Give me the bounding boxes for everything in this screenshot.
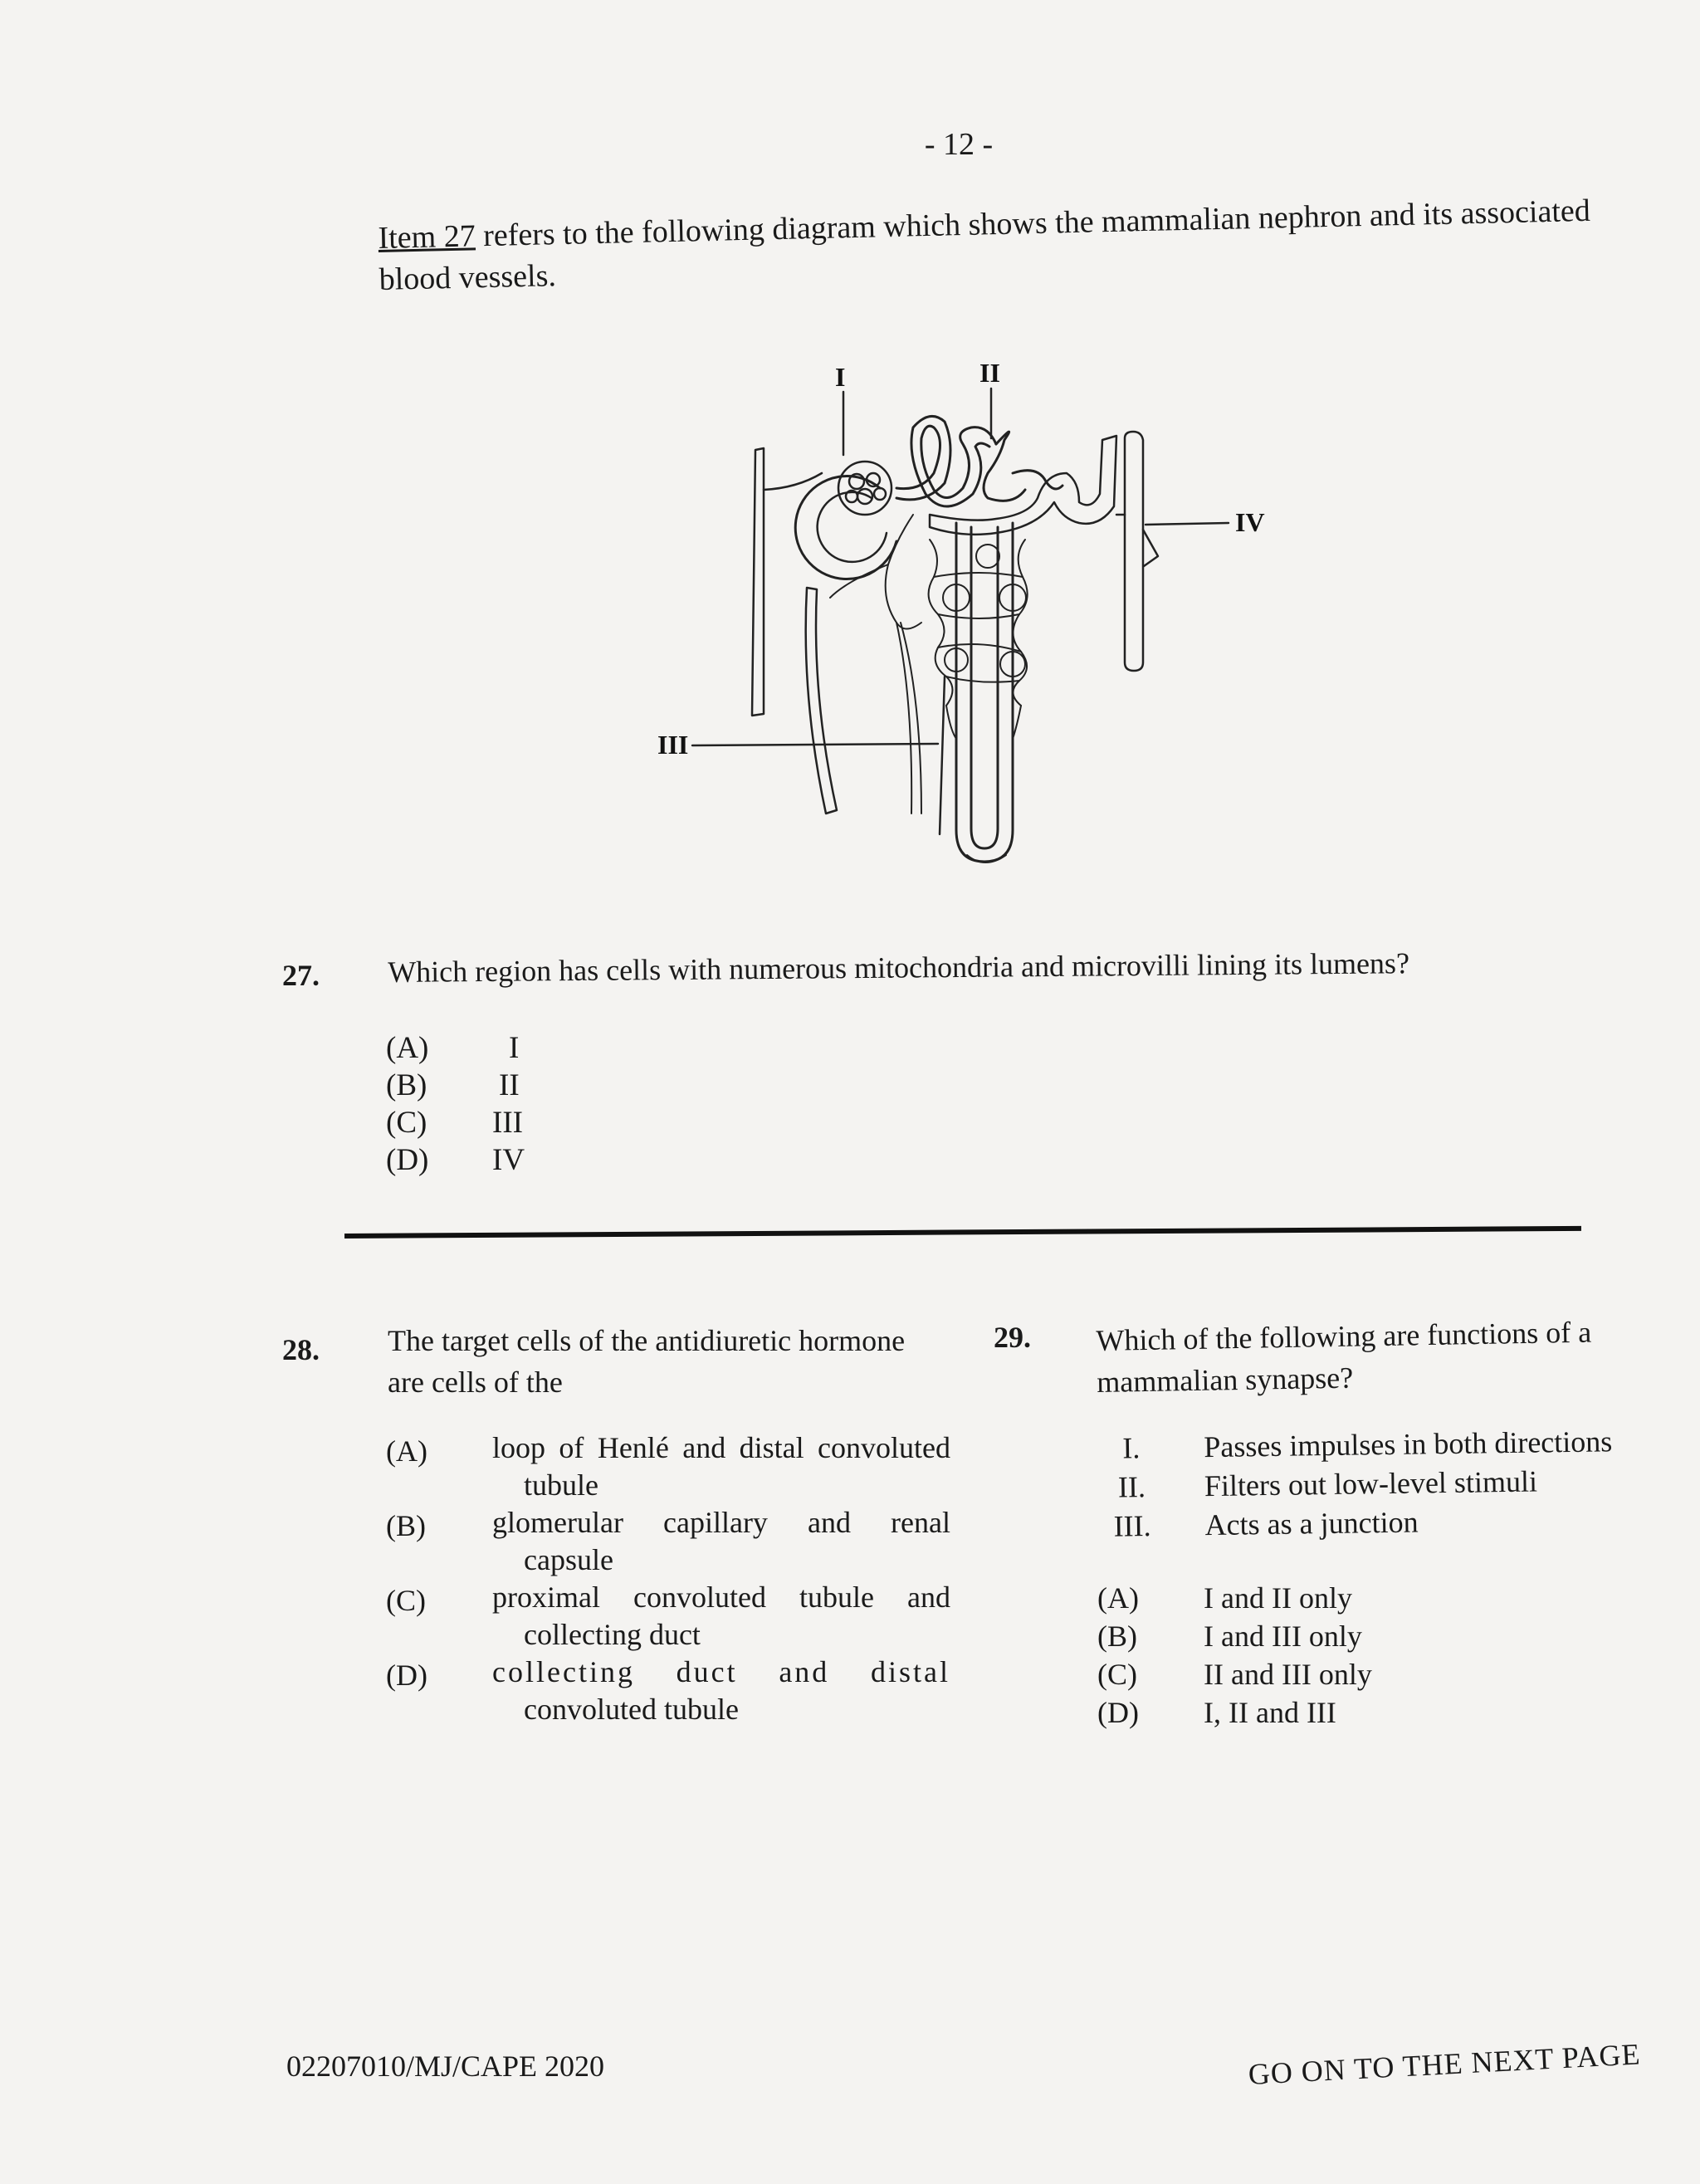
- q28-text-line1: The target cells of the antidiuretic hormone: [388, 1324, 906, 1357]
- nephron-diagram: [647, 349, 1295, 897]
- q29-option-c[interactable]: [1097, 1655, 1372, 1693]
- descending-vessel: [940, 677, 945, 834]
- option-letter: (D): [386, 1659, 427, 1692]
- statement-number: I.: [1122, 1431, 1141, 1465]
- q28-number: 28.: [282, 1333, 320, 1366]
- q29-statement: [1092, 1500, 1614, 1546]
- next-page-notice: GO ON TO THE NEXT PAGE: [1247, 2037, 1642, 2092]
- option-text: I: [509, 1031, 520, 1065]
- proximal-convoluted-tubule: [896, 416, 996, 506]
- q29-option-b[interactable]: [1097, 1617, 1372, 1655]
- statement-number: III.: [1113, 1509, 1151, 1543]
- q27-option-c[interactable]: [386, 1104, 525, 1141]
- label-III: III: [657, 730, 689, 760]
- option-text: I and III only: [1204, 1620, 1362, 1653]
- q28-option-b[interactable]: [386, 1504, 950, 1579]
- option-text: I, II and III: [1204, 1696, 1336, 1729]
- option-text-line2: capsule: [524, 1543, 613, 1576]
- statement-number: II.: [1117, 1470, 1146, 1504]
- q29-option-a[interactable]: [1097, 1579, 1372, 1617]
- q28-option-c[interactable]: [386, 1579, 950, 1654]
- intro-text: refers to the following diagram which shows the mammalian nephron and its associated blood vessels.: [379, 193, 1591, 297]
- vessel-to-right: [930, 436, 1116, 535]
- option-letter: (C): [1097, 1658, 1137, 1691]
- option-text-line1: proximal convoluted tubule and: [492, 1581, 950, 1614]
- q27-option-a[interactable]: [386, 1029, 525, 1067]
- curved-blood-vessel: [806, 588, 837, 814]
- option-text: I and II only: [1204, 1581, 1352, 1615]
- item-reference: Item 27: [378, 218, 476, 256]
- option-letter: (B): [386, 1509, 426, 1542]
- option-text-line1: collecting duct and distal: [492, 1655, 950, 1688]
- q29-text: [1096, 1310, 1662, 1403]
- q29-text-line1: Which of the following are functions of a: [1096, 1315, 1592, 1357]
- q29-statements: [1092, 1422, 1614, 1546]
- statement-text: Filters out low-level stimuli: [1204, 1464, 1538, 1503]
- label-IV: IV: [1235, 507, 1265, 537]
- statement-text: Acts as a junction: [1204, 1505, 1419, 1542]
- q27-option-d[interactable]: [386, 1141, 525, 1179]
- option-letter: (D): [1097, 1696, 1139, 1729]
- q27-text: Which region has cells with numerous mitochondria and microvilli lining its lumens?: [388, 946, 1410, 989]
- q28-option-a[interactable]: [386, 1429, 950, 1504]
- q27-option-b[interactable]: [386, 1067, 525, 1104]
- q28-text-line2: are cells of the: [388, 1366, 563, 1399]
- q29-option-d[interactable]: [1097, 1693, 1372, 1732]
- option-letter: (C): [386, 1584, 426, 1617]
- q29-statement: [1092, 1461, 1614, 1507]
- option-text: II and III only: [1204, 1658, 1372, 1691]
- left-blood-vessel: [752, 448, 764, 716]
- option-text-line1: loop of Henlé and distal convoluted: [492, 1431, 950, 1464]
- q29-options: [1097, 1579, 1372, 1732]
- option-text-line1: glomerular capillary and renal: [492, 1506, 950, 1539]
- option-letter: (B): [1097, 1620, 1137, 1653]
- label-I: I: [835, 362, 846, 392]
- option-text-line2: collecting duct: [524, 1618, 701, 1651]
- label-II: II: [979, 358, 1000, 388]
- option-letter: (C): [386, 1106, 427, 1140]
- q28-options: [386, 1429, 950, 1728]
- collecting-duct: [1116, 432, 1158, 671]
- option-text: III: [492, 1106, 523, 1140]
- option-letter: (B): [386, 1068, 427, 1102]
- option-letter: (A): [386, 1434, 427, 1468]
- option-letter: (D): [386, 1143, 429, 1177]
- section-divider: [344, 1226, 1581, 1239]
- option-text-line2: tubule: [524, 1468, 598, 1502]
- label-line-IV: [1146, 523, 1229, 525]
- option-text-line2: convoluted tubule: [524, 1693, 739, 1726]
- label-line-III: [692, 744, 938, 745]
- q28-text: [388, 1320, 952, 1403]
- q29-text-line2: mammalian synapse?: [1096, 1361, 1354, 1399]
- item-27-intro: [378, 189, 1641, 300]
- q27-number: 27.: [282, 959, 320, 992]
- option-letter: (A): [386, 1031, 429, 1065]
- option-text: II: [499, 1068, 520, 1102]
- paper-code: 02207010/MJ/CAPE 2020: [286, 2050, 605, 2083]
- q29-number: 29.: [994, 1321, 1031, 1354]
- statement-text: Passes impulses in both directions: [1204, 1424, 1613, 1464]
- option-text: IV: [492, 1143, 525, 1177]
- option-letter: (A): [1097, 1581, 1139, 1615]
- q27-options: [386, 1029, 525, 1179]
- page-number: - 12 -: [924, 127, 994, 162]
- q28-option-d[interactable]: [386, 1654, 950, 1728]
